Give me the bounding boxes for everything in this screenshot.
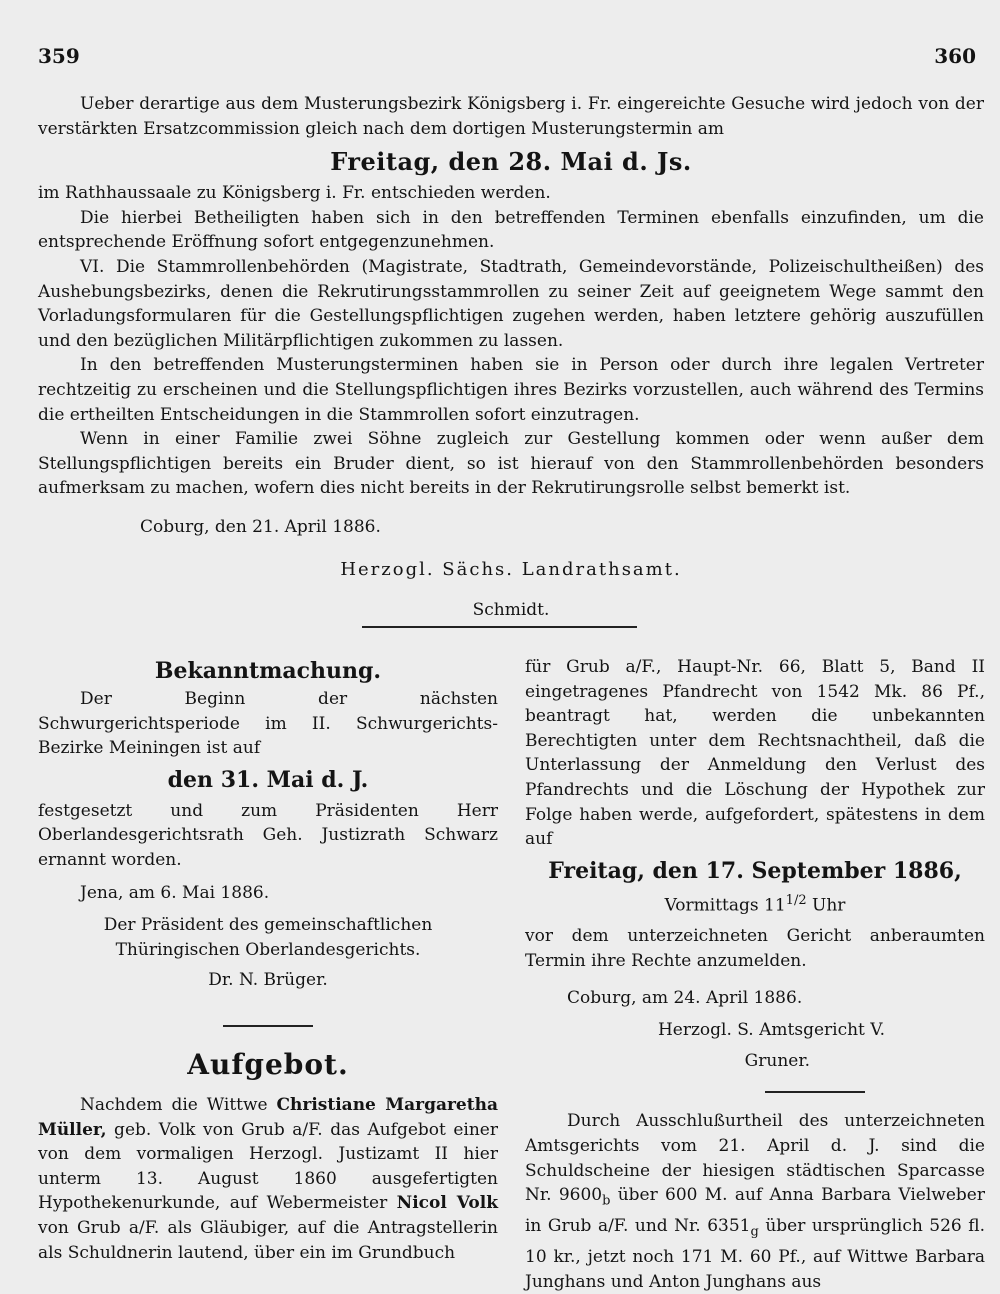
paragraph [525,1109,985,1294]
paragraph: vor dem unterzeichneten Gericht anberaumten Termin ihre Rechte anzumelden. [525,926,985,971]
hearing-date: Freitag, den 17. September 1886, [548,857,962,884]
paragraph: Ueber derartige aus dem Musterungsbezirk Königsberg i. Fr. eingereichte Gesuche wird jedoch von der verstärkten Ersatzcommission gleich nach dem dortigen Musterungstermin am [38,94,984,139]
paragraph: In den betreffenden Musterungsterminen haben sie in Person oder durch ihre legalen Vertreter rechtzeitig zu erscheinen und die Stellungspflichtigen ihres Bezirks vorzustellen, auch während des Termins die ertheilten Entscheidungen in die Stammrollen sofort einzutragen. [38,355,984,425]
signer: Schmidt. [472,600,550,621]
signer: Gruner. [744,1050,810,1071]
text-run: Nachdem die Wittwe [80,1094,277,1115]
hearing-time [525,890,985,917]
section-divider [362,626,637,628]
place-date: Jena, am 6. Mai 1886. [80,882,270,903]
text-run: Durch Ausschlußurtheil des unterzeichneten Amtsgerichts vom 21. April d. J. sind die Schuldscheine der hiesigen städtischen Sparcasse Nr. 9600 [525,1111,985,1206]
section-heading: Aufgebot. [187,1047,349,1081]
paragraph: im Rathhaussaale zu Königsberg i. Fr. entschieden werden. [38,183,551,204]
paragraph: Der Beginn der nächsten Schwurgerichtsperiode im II. Schwurgerichts-Bezirke Meiningen ist auf [38,689,498,759]
paragraph: für Grub a/F., Haupt-Nr. 66, Blatt 5, Band II eingetragenes Pfandrecht von 1542 Mk. 86 Pf., beantragt hat, werden die unbekannten Berechtigten unter dem Rechtsnachtheil, daß die Unterlassung der Anmeldung den Verlust des Pfandrechts und die Löschung der Hypothek zur Folge haben werde, aufgefordert, spätestens in dem auf [525,657,985,850]
signer: Dr. N. Brüger. [208,970,328,991]
text-run: geb. Volk von Grub a/F. das Aufgebot einer von dem vormaligen Herzogl. Justizamt II hier unterm 13. August 1860 ausgefertigten Hypothekenurkunde, auf Webermeister [38,1119,498,1214]
section-heading: Bekanntmachung. [154,658,382,684]
paragraph: Die hierbei Betheiligten haben sich in den betreffenden Terminen ebenfalls einzufinden, um die entsprechende Eröffnung sofort entgegenzunehmen. [38,207,984,253]
right-column [525,655,985,1294]
top-notice [38,92,984,623]
paragraph: festgesetzt und zum Präsidenten Herr Oberlandesgerichtsrath Geh. Justizrath Schwarz ernannt worden. [38,800,498,870]
person-name: Christiane Margaretha Müller, [38,1094,498,1140]
paragraph: VI. Die Stammrollenbehörden (Magistrate, Stadtrath, Gemeindevorstände, Polizeischultheißen) des Aushebungsbezirks, denen die Rekrutirungsstammrollen zu seiner Zeit auf geeignetem Wege sammt den Vorladungsformularen für die Gestellungspflichtigen zugehen werden, haben letztere gehörig auszufüllen und den bezüglichen Militärpflichtigen zukommen zu lassen. [38,256,984,351]
session-date: den 31. Mai d. J. [167,766,369,793]
section-divider [223,1025,313,1027]
section-divider [765,1091,865,1093]
text-run: Vormittags 11 [664,895,786,916]
text-run: Uhr [806,895,846,916]
issuing-authority: Der Präsident des gemeinschaftlichen [103,915,433,936]
text-run: über ursprünglich 526 fl. 10 kr., jetzt noch 171 M. 60 Pf., auf Wittwe Barbara Junghans und Anton Junghans aus [525,1216,985,1292]
text-run: über 600 M. auf Anna Barbara Vielweber in Grub a/F. und Nr. 6351 [525,1185,985,1237]
paragraph [38,1093,498,1265]
text-run: b [602,1193,611,1209]
issuing-authority: Herzogl. S. Amtsgericht V. [657,1020,885,1041]
text-run: von Grub a/F. als Gläubiger, auf die Antragstellerin als Schuldnerin lautend, über ein im Grundbuch [38,1217,498,1263]
place-date: Coburg, den 21. April 1886. [140,516,381,537]
paragraph: Wenn in einer Familie zwei Söhne zugleich zur Gestellung kommen oder wenn außer dem Stellungspflichtigen bereits ein Bruder dient, so ist hierauf von den Stammrollenbehörden besonders aufmerksam zu machen, wofern dies nicht bereits in der Rekrutirungsrolle selbst bemerkt ist. [38,429,984,499]
left-column [38,655,498,1265]
issuing-authority: Thüringischen Oberlandesgerichts. [115,939,421,960]
issuing-authority: Herzogl. Sächs. Landrathsamt. [340,558,682,580]
place-date: Coburg, am 24. April 1886. [567,987,803,1008]
meeting-date: Freitag, den 28. Mai d. Js. [330,147,692,177]
page-number-left: 359 [38,44,80,68]
text-run: g [750,1224,759,1240]
page-number-right: 360 [934,44,976,68]
text-run: 1/2 [785,892,807,908]
person-name: Nicol Volk [396,1193,498,1214]
